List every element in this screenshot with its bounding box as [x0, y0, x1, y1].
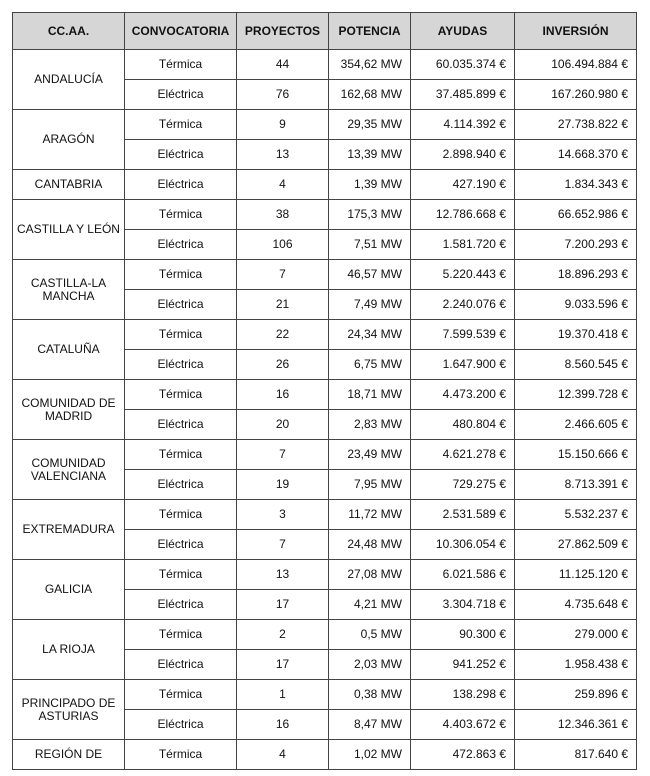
cell-ayudas: 4.114.392 €	[411, 110, 515, 140]
cell-potencia: 24,34 MW	[329, 320, 411, 350]
cell-potencia: 0,5 MW	[329, 620, 411, 650]
cell-ayudas: 1.647.900 €	[411, 350, 515, 380]
cell-ayudas: 480.804 €	[411, 410, 515, 440]
cell-convocatoria: Eléctrica	[125, 140, 237, 170]
cell-proyectos: 4	[237, 170, 329, 200]
cell-convocatoria: Eléctrica	[125, 710, 237, 740]
table-row	[13, 110, 637, 140]
cell-region: CANTABRIA	[13, 170, 125, 200]
cell-region: REGIÓN DE	[13, 740, 125, 770]
header-ccaa: CC.AA.	[13, 13, 125, 50]
cell-ayudas: 60.035.374 €	[411, 50, 515, 80]
cell-convocatoria: Térmica	[125, 620, 237, 650]
cell-potencia: 18,71 MW	[329, 380, 411, 410]
cell-ayudas: 12.786.668 €	[411, 200, 515, 230]
table-row	[13, 500, 637, 530]
cell-proyectos: 2	[237, 620, 329, 650]
cell-proyectos: 17	[237, 650, 329, 680]
cell-region: COMUNIDAD VALENCIANA	[13, 440, 125, 500]
cell-inversion: 9.033.596 €	[515, 290, 637, 320]
cell-ayudas: 941.252 €	[411, 650, 515, 680]
cell-inversion: 259.896 €	[515, 680, 637, 710]
cell-inversion: 27.738.822 €	[515, 110, 637, 140]
cell-potencia: 8,47 MW	[329, 710, 411, 740]
cell-region: CASTILLA-LA MANCHA	[13, 260, 125, 320]
cell-inversion: 167.260.980 €	[515, 80, 637, 110]
cell-ayudas: 7.599.539 €	[411, 320, 515, 350]
cell-convocatoria: Térmica	[125, 440, 237, 470]
cell-proyectos: 22	[237, 320, 329, 350]
cell-proyectos: 26	[237, 350, 329, 380]
cell-region: EXTREMADURA	[13, 500, 125, 560]
table-row	[13, 440, 637, 470]
cell-proyectos: 9	[237, 110, 329, 140]
cell-potencia: 1,02 MW	[329, 740, 411, 770]
cell-inversion: 7.200.293 €	[515, 230, 637, 260]
cell-ayudas: 4.473.200 €	[411, 380, 515, 410]
cell-inversion: 19.370.418 €	[515, 320, 637, 350]
cell-proyectos: 3	[237, 500, 329, 530]
cell-region: CASTILLA Y LEÓN	[13, 200, 125, 260]
cell-convocatoria: Térmica	[125, 260, 237, 290]
cell-ayudas: 1.581.720 €	[411, 230, 515, 260]
cell-proyectos: 13	[237, 560, 329, 590]
table-row	[13, 560, 637, 590]
table-row	[13, 50, 637, 80]
cell-ayudas: 729.275 €	[411, 470, 515, 500]
cell-proyectos: 7	[237, 260, 329, 290]
cell-convocatoria: Térmica	[125, 380, 237, 410]
cell-inversion: 2.466.605 €	[515, 410, 637, 440]
cell-ayudas: 2.898.940 €	[411, 140, 515, 170]
cell-inversion: 66.652.986 €	[515, 200, 637, 230]
cell-proyectos: 7	[237, 530, 329, 560]
table-row	[13, 680, 637, 710]
cell-convocatoria: Térmica	[125, 680, 237, 710]
cell-convocatoria: Térmica	[125, 110, 237, 140]
cell-potencia: 0,38 MW	[329, 680, 411, 710]
cell-potencia: 162,68 MW	[329, 80, 411, 110]
cell-ayudas: 4.621.278 €	[411, 440, 515, 470]
cell-inversion: 106.494.884 €	[515, 50, 637, 80]
cell-convocatoria: Eléctrica	[125, 80, 237, 110]
cell-convocatoria: Eléctrica	[125, 290, 237, 320]
cell-convocatoria: Eléctrica	[125, 590, 237, 620]
cell-inversion: 11.125.120 €	[515, 560, 637, 590]
cell-convocatoria: Eléctrica	[125, 530, 237, 560]
cell-proyectos: 13	[237, 140, 329, 170]
header-row	[13, 13, 637, 50]
table-row	[13, 200, 637, 230]
header-potencia: POTENCIA	[329, 13, 411, 50]
cell-inversion: 18.896.293 €	[515, 260, 637, 290]
cell-convocatoria: Térmica	[125, 740, 237, 770]
table-row	[13, 320, 637, 350]
cell-proyectos: 19	[237, 470, 329, 500]
cell-potencia: 1,39 MW	[329, 170, 411, 200]
cell-inversion: 15.150.666 €	[515, 440, 637, 470]
cell-convocatoria: Eléctrica	[125, 170, 237, 200]
cell-potencia: 11,72 MW	[329, 500, 411, 530]
table-body	[13, 50, 637, 770]
cell-ayudas: 2.531.589 €	[411, 500, 515, 530]
cell-convocatoria: Térmica	[125, 560, 237, 590]
cell-potencia: 23,49 MW	[329, 440, 411, 470]
cell-inversion: 1.958.438 €	[515, 650, 637, 680]
cell-convocatoria: Eléctrica	[125, 650, 237, 680]
cell-proyectos: 44	[237, 50, 329, 80]
cell-proyectos: 17	[237, 590, 329, 620]
cell-proyectos: 16	[237, 380, 329, 410]
cell-potencia: 27,08 MW	[329, 560, 411, 590]
cell-inversion: 27.862.509 €	[515, 530, 637, 560]
cell-inversion: 8.713.391 €	[515, 470, 637, 500]
cell-region: GALICIA	[13, 560, 125, 620]
table-row	[13, 260, 637, 290]
cell-potencia: 2,03 MW	[329, 650, 411, 680]
cell-region: ARAGÓN	[13, 110, 125, 170]
cell-convocatoria: Eléctrica	[125, 470, 237, 500]
cell-ayudas: 2.240.076 €	[411, 290, 515, 320]
table-row	[13, 620, 637, 650]
cell-ayudas: 37.485.899 €	[411, 80, 515, 110]
cell-convocatoria: Térmica	[125, 500, 237, 530]
cell-potencia: 354,62 MW	[329, 50, 411, 80]
cell-convocatoria: Térmica	[125, 200, 237, 230]
header-convocatoria: CONVOCATORIA	[125, 13, 237, 50]
cell-potencia: 7,95 MW	[329, 470, 411, 500]
cell-proyectos: 1	[237, 680, 329, 710]
cell-region: COMUNIDAD DE MADRID	[13, 380, 125, 440]
cell-proyectos: 7	[237, 440, 329, 470]
cell-proyectos: 16	[237, 710, 329, 740]
cell-region: CATALUÑA	[13, 320, 125, 380]
cell-proyectos: 20	[237, 410, 329, 440]
cell-potencia: 7,49 MW	[329, 290, 411, 320]
cell-proyectos: 106	[237, 230, 329, 260]
cell-potencia: 4,21 MW	[329, 590, 411, 620]
cell-ayudas: 427.190 €	[411, 170, 515, 200]
cell-inversion: 5.532.237 €	[515, 500, 637, 530]
cell-ayudas: 4.403.672 €	[411, 710, 515, 740]
cell-ayudas: 6.021.586 €	[411, 560, 515, 590]
cell-proyectos: 38	[237, 200, 329, 230]
cell-convocatoria: Térmica	[125, 50, 237, 80]
cell-ayudas: 5.220.443 €	[411, 260, 515, 290]
cell-inversion: 279.000 €	[515, 620, 637, 650]
cell-proyectos: 21	[237, 290, 329, 320]
cell-convocatoria: Eléctrica	[125, 350, 237, 380]
cell-ayudas: 472.863 €	[411, 740, 515, 770]
cell-ayudas: 10.306.054 €	[411, 530, 515, 560]
cell-ayudas: 3.304.718 €	[411, 590, 515, 620]
cell-convocatoria: Eléctrica	[125, 410, 237, 440]
cell-region: LA RIOJA	[13, 620, 125, 680]
table-row	[13, 380, 637, 410]
cell-convocatoria: Térmica	[125, 320, 237, 350]
cell-convocatoria: Eléctrica	[125, 230, 237, 260]
cell-inversion: 12.399.728 €	[515, 380, 637, 410]
cell-inversion: 8.560.545 €	[515, 350, 637, 380]
cell-potencia: 13,39 MW	[329, 140, 411, 170]
cell-ayudas: 138.298 €	[411, 680, 515, 710]
header-ayudas: AYUDAS	[411, 13, 515, 50]
cell-potencia: 29,35 MW	[329, 110, 411, 140]
cell-inversion: 817.640 €	[515, 740, 637, 770]
cell-potencia: 24,48 MW	[329, 530, 411, 560]
cell-ayudas: 90.300 €	[411, 620, 515, 650]
cell-potencia: 7,51 MW	[329, 230, 411, 260]
header-inversion: INVERSIÓN	[515, 13, 637, 50]
cell-inversion: 1.834.343 €	[515, 170, 637, 200]
header-proyectos: PROYECTOS	[237, 13, 329, 50]
table-row	[13, 170, 637, 200]
cell-potencia: 46,57 MW	[329, 260, 411, 290]
table-row	[13, 740, 637, 770]
projects-table	[12, 12, 637, 770]
cell-proyectos: 4	[237, 740, 329, 770]
cell-inversion: 4.735.648 €	[515, 590, 637, 620]
cell-potencia: 6,75 MW	[329, 350, 411, 380]
cell-inversion: 14.668.370 €	[515, 140, 637, 170]
cell-potencia: 2,83 MW	[329, 410, 411, 440]
cell-proyectos: 76	[237, 80, 329, 110]
cell-region: PRINCIPADO DE ASTURIAS	[13, 680, 125, 740]
cell-region: ANDALUCÍA	[13, 50, 125, 110]
cell-potencia: 175,3 MW	[329, 200, 411, 230]
cell-inversion: 12.346.361 €	[515, 710, 637, 740]
